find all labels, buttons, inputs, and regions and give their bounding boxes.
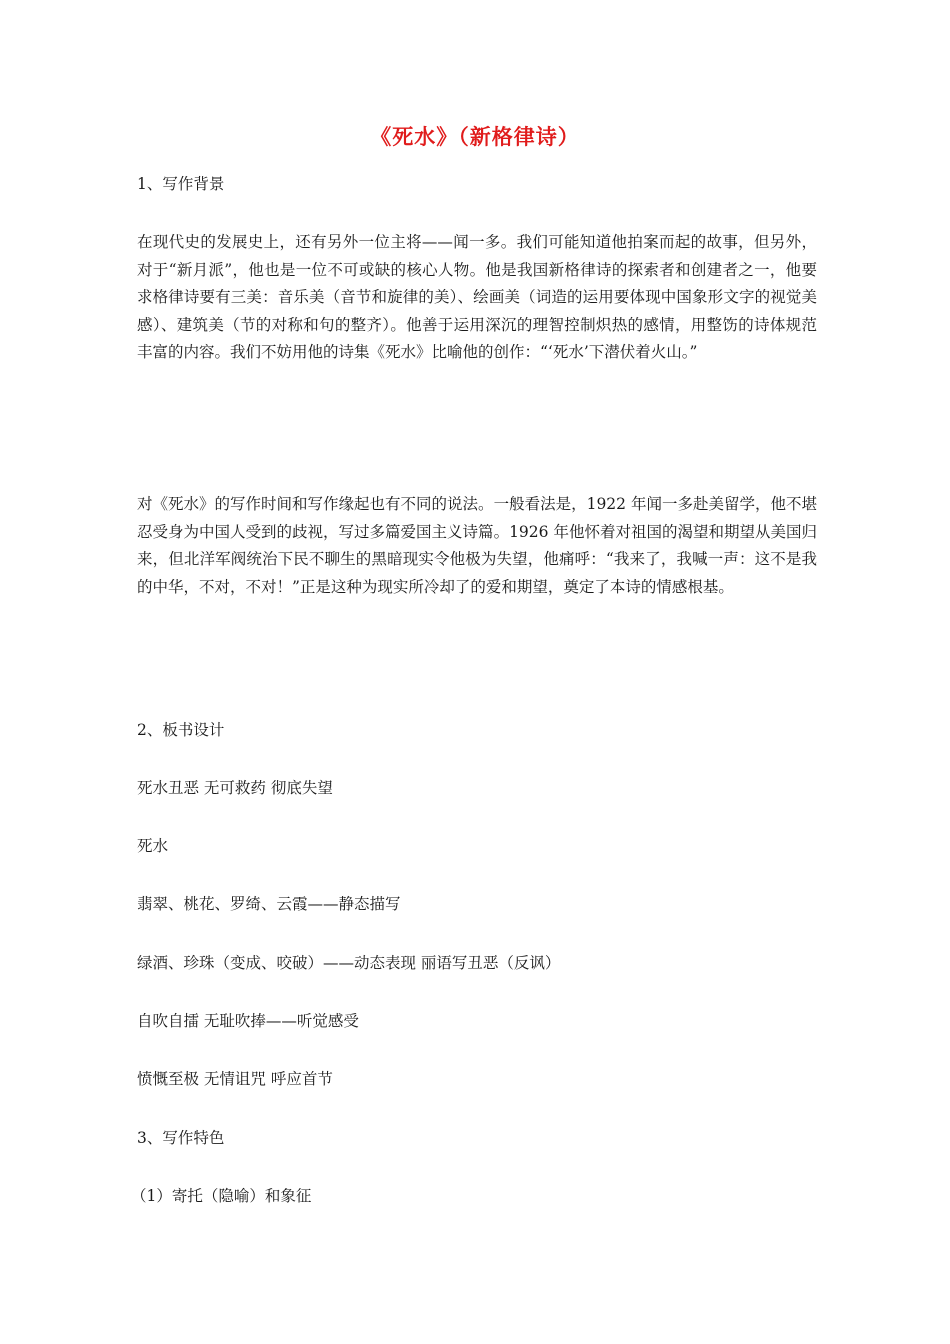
- board-line: 死水丑恶 无可救药 彻底失望: [137, 779, 333, 797]
- board-line: 绿酒、珍珠（变成、咬破）——动态表现 丽语写丑恶（反讽）: [137, 954, 561, 972]
- section-heading-writing-features: 3、写作特色: [137, 1129, 225, 1147]
- board-line: 自吹自擂 无耻吹捧——听觉感受: [137, 1012, 359, 1030]
- board-line: 翡翠、桃花、罗绮、云霞——静态描写: [137, 895, 401, 913]
- section-heading-board-design: 2、板书设计: [137, 721, 225, 739]
- paragraph-background-1: 在现代史的发展史上，还有另外一位主将——闻一多。我们可能知道他拍案而起的故事，但另外，对于“新月派”，他也是一位不可或缺的核心人物。他是我国新格律诗的探索者和创建者之一，他要求格律诗要有三美：音乐美（音节和旋律的美）、绘画美（词造的运用要体现中国象形文字的视觉美感）、建筑美（节的对称和句的整齐）。他善于运用深沉的理智控制炽热的感情，用整饬的诗体规范丰富的内容。我们不妨用他的诗集《死水》比喻他的创作：“‘死水’下潜伏着火山。”: [137, 233, 817, 362]
- document-title: 《死水》（新格律诗）: [370, 124, 580, 149]
- paragraph-background-2: 对《死水》的写作时间和写作缘起也有不同的说法。一般看法是，1922 年闻一多赴美留学，他不堪忍受身为中国人受到的歧视，写过多篇爱国主义诗篇。1926 年他怀着对祖国的渴望和期望从美国归来，但北洋军阀统治下民不聊生的黑暗现实令他极为失望，他痛呼：“我来了，我喊一声：这不是我的中华，不对，不对！”正是这种为现实所冷却了的爱和期望，奠定了本诗的情感根基。: [137, 495, 817, 596]
- feature-item: （1）寄托（隐喻）和象征: [131, 1187, 312, 1205]
- board-line: 愤慨至极 无情诅咒 呼应首节: [137, 1070, 333, 1088]
- section-heading-writing-background: 1、写作背景: [137, 175, 225, 193]
- board-line: 死水: [137, 837, 169, 855]
